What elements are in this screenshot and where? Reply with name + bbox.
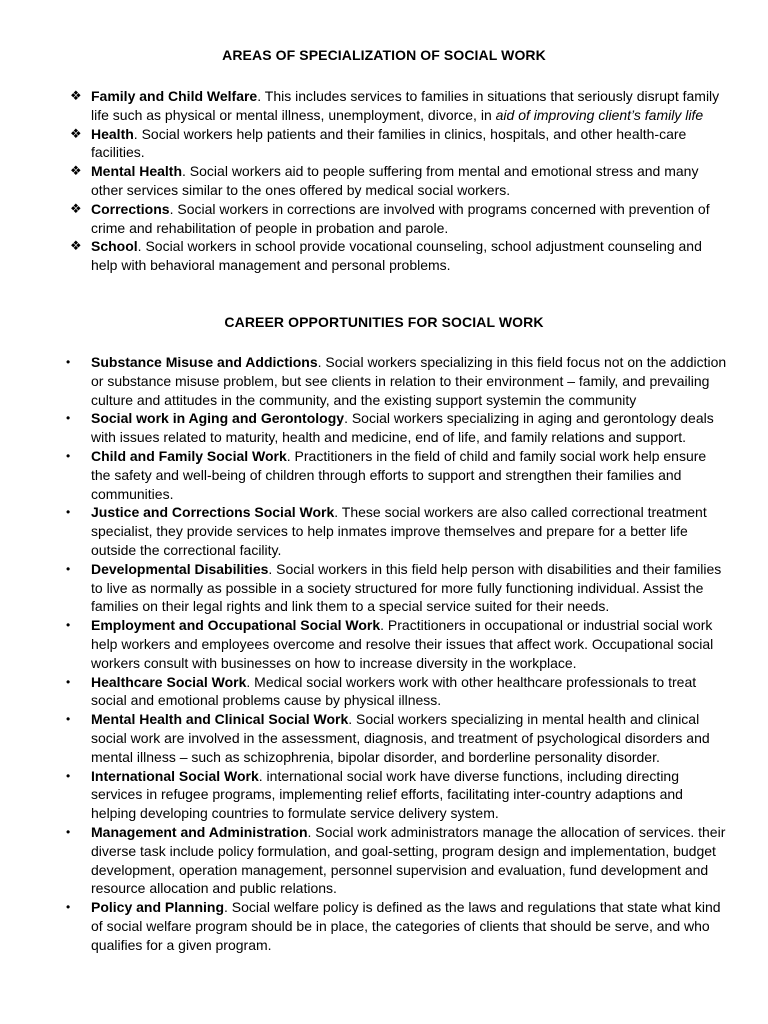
item-term: Mental Health and Clinical Social Work [91, 711, 349, 728]
item-text: . These social workers are also called correctional treatment specialist, they provide services to help inmates improve themselves and prepare for a better life outside the correctional facility. [91, 504, 707, 558]
item-text: . Social workers help patients and their families in clinics, hospitals, and other health-care facilities. [91, 125, 687, 161]
bullet-icon: • [66, 448, 71, 463]
list-item [0, 447, 768, 503]
career-list [0, 353, 768, 955]
item-text: . Social work administrators manage the allocation of services. their diverse task include policy formulation, and goal-setting, program design and implementation, budget development, operation management, personnel supervision and evaluation, fund development and resource allocation and public relations. [91, 823, 726, 897]
list-item [0, 237, 768, 275]
diamond-bullet-icon: ❖ [70, 238, 82, 254]
bullet-icon: • [66, 674, 71, 689]
list-item [0, 87, 768, 125]
list-item [0, 353, 768, 409]
list-item [0, 616, 768, 672]
item-term: Social work in Aging and Gerontology [91, 410, 345, 427]
item-text: . Social workers in school provide vocational counseling, school adjustment counseling and help with behavioral management and personal problems. [91, 238, 702, 274]
item-term: Health [91, 125, 134, 142]
item-text: . Social workers in this field help person with disabilities and their families to live as normally as possible in a society structured for more fully functioning individual. Assist the families on their legal rights and link them to a special service suited for their needs. [91, 560, 722, 615]
item-italic-text: aid of improving client’s family life [495, 106, 704, 123]
item-text: . Practitioners in the field of child and family social work help ensure the safety and well-being of children through efforts to support and strengthen their families and communities. [91, 447, 707, 502]
item-text: . Social welfare policy is defined as the laws and regulations that state what kind of social welfare program should be in place, the categories of clients that should be serve, and who qualifies for a given program. [91, 899, 721, 953]
list-item [0, 503, 768, 559]
item-text: . Social workers specializing in aging and gerontology deals with issues related to maturity, health and medicine, end of life, and family relations and support. [91, 410, 714, 446]
item-text: . Practitioners in occupational or industrial social work help workers and employees overcome and resolve their issues that affect work. Occupational social workers consult with businesses on how to increase diversity in the workplace. [91, 617, 714, 671]
section-heading-specialization: AREAS OF SPECIALIZATION OF SOCIAL WORK [222, 47, 546, 63]
list-item [0, 162, 768, 200]
item-term: Family and Child Welfare [91, 88, 258, 104]
item-term: Justice and Corrections Social Work [91, 504, 335, 521]
item-term: Substance Misuse and Addictions [91, 354, 318, 370]
item-term: Policy and Planning [91, 899, 225, 916]
bullet-icon: • [66, 355, 71, 369]
list-item [0, 710, 768, 766]
item-term: School [91, 238, 138, 255]
item-text: . international social work have diverse functions, including directing services in refugee programs, implementing relief efforts, facilitating inter-country adaptions and helping developing countries to formulate service delivery system. [91, 767, 683, 822]
bullet-icon: • [66, 411, 71, 426]
item-term: Child and Family Social Work [91, 447, 287, 464]
diamond-bullet-icon: ❖ [70, 200, 82, 216]
bullet-icon: • [66, 561, 71, 576]
list-item [0, 673, 768, 711]
list-item [0, 560, 768, 616]
item-text: . Social workers specializing in this field focus not on the addiction or substance misuse problem, but see clients in relation to their environment – family, and prevailing culture and attitudes in the community, and the existing support systemin the community [91, 354, 727, 408]
bullet-icon: • [66, 824, 71, 839]
item-text: . This includes services to families in situations that seriously disrupt family life such as physical or mental illness, unemployment, divorce, in [91, 88, 720, 123]
item-term: International Social Work [91, 767, 259, 784]
list-item [0, 125, 768, 163]
item-term: Employment and Occupational Social Work [91, 617, 381, 634]
list-item [0, 409, 768, 447]
bullet-icon: • [66, 618, 71, 633]
item-text: . Social workers aid to people suffering from mental and emotional stress and many other services similar to the ones offered by medical social workers. [91, 163, 699, 198]
item-term: Healthcare Social Work [91, 673, 247, 690]
list-item [0, 200, 768, 238]
list-item [0, 898, 768, 954]
diamond-bullet-icon: ❖ [70, 163, 82, 179]
list-item [0, 823, 768, 898]
list-item [0, 767, 768, 823]
diamond-bullet-icon: ❖ [70, 88, 82, 103]
specialization-list [0, 87, 768, 275]
item-text: . Social workers in corrections are involved with programs concerned with prevention of crime and rehabilitation of people in probation and parole. [91, 200, 710, 236]
item-text: . Social workers specializing in mental health and clinical social work are involved in the assessment, diagnosis, and treatment of psychological disorders and mental illness – such as schizophrenia, bipolar disorder, and borderline personality disorder. [91, 711, 710, 765]
bullet-icon: • [66, 712, 71, 727]
bullet-icon: • [66, 768, 71, 783]
item-term: Mental Health [91, 163, 183, 180]
section-heading-career: CAREER OPPORTUNITIES FOR SOCIAL WORK [224, 314, 544, 330]
item-term: Developmental Disabilities [91, 560, 269, 577]
bullet-icon: • [66, 505, 71, 520]
item-term: Corrections [91, 200, 170, 217]
diamond-bullet-icon: ❖ [70, 125, 82, 141]
bullet-icon: • [66, 900, 71, 915]
item-term: Management and Administration [91, 823, 308, 840]
item-text: . Medical social workers work with other healthcare professionals to treat social and emotional problems cause by physical illness. [91, 673, 697, 709]
